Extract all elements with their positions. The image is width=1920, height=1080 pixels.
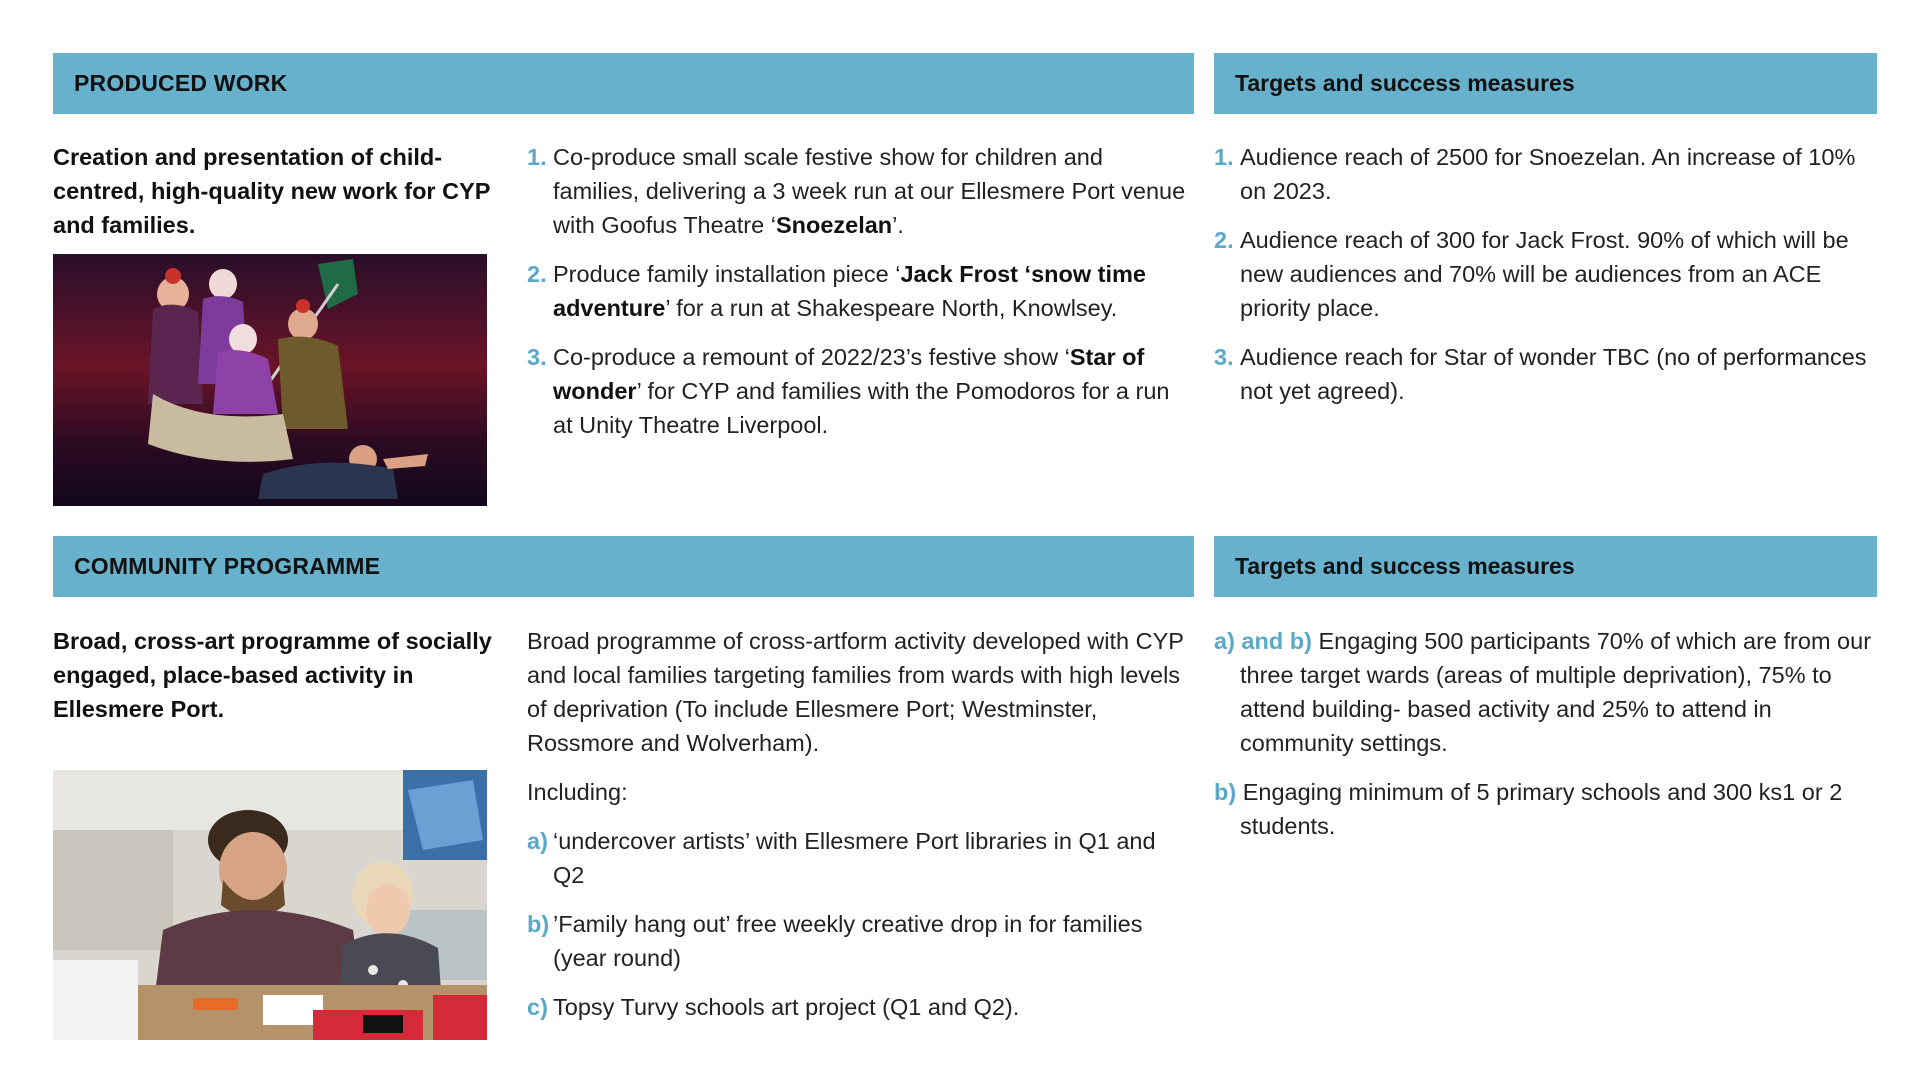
produced-work-header bbox=[53, 53, 1194, 114]
community-targets-header bbox=[1214, 536, 1877, 597]
community-target-ab bbox=[1214, 624, 1880, 760]
produced-item-1-post: ’. bbox=[892, 212, 904, 238]
community-item-b-text: ’Family hang out’ free weekly creative drop in for families (year round) bbox=[553, 911, 1143, 971]
community-paragraph: Broad programme of cross-artform activity developed with CYP and local families targeting families from wards with high levels of deprivation (To include Ellesmere Port; Westminster, Rossmore and Wolverham). bbox=[527, 628, 1184, 756]
produced-target-1-marker: 1. bbox=[1214, 144, 1234, 170]
community-programme-title: COMMUNITY PROGRAMME bbox=[74, 553, 381, 579]
produced-target-2 bbox=[1214, 223, 1880, 325]
community-target-b-text bbox=[1214, 775, 1880, 843]
produced-item-3-bold: Star of wonder bbox=[553, 344, 1145, 404]
community-target-b-marker: b) bbox=[1214, 779, 1237, 805]
community-target-ab-body: Engaging 500 participants 70% of which are from our three target wards (areas of multiple deprivation), 75% to attend building- based activity and 25% to attend in community settings. bbox=[1240, 628, 1872, 756]
community-targets-list bbox=[1214, 624, 1880, 858]
workshop-image bbox=[53, 770, 487, 1040]
community-item-c bbox=[527, 990, 1192, 1024]
community-target-ab-text bbox=[1214, 624, 1880, 760]
community-item-c-marker: c) bbox=[527, 994, 548, 1020]
produced-targets-title: Targets and success measures bbox=[1235, 70, 1575, 96]
including-label: Including: bbox=[527, 779, 628, 805]
produced-item-3-pre: Co-produce a remount of 2022/23’s festive show ‘ bbox=[553, 344, 1070, 370]
community-item-b bbox=[527, 907, 1192, 975]
produced-item-2-bold: Jack Frost ‘snow time adventure bbox=[553, 261, 1146, 321]
community-programme-header bbox=[53, 536, 1194, 597]
produced-target-3-text: Audience reach for Star of wonder TBC (no of performances not yet agreed). bbox=[1240, 344, 1867, 404]
community-target-b bbox=[1214, 775, 1880, 843]
community-target-ab-marker: a) and b) bbox=[1214, 628, 1312, 654]
produced-item-2-text bbox=[553, 257, 1192, 325]
community-targets-title: Targets and success measures bbox=[1235, 553, 1575, 579]
produced-item-2-pre: Produce family installation piece ‘ bbox=[553, 261, 901, 287]
community-item-a bbox=[527, 824, 1192, 892]
produced-target-3 bbox=[1214, 340, 1880, 408]
produced-intro: Creation and presentation of child-centred, high-quality new work for CYP and families. bbox=[53, 144, 490, 238]
community-item-a-marker: a) bbox=[527, 828, 548, 854]
produced-item-3-text bbox=[553, 340, 1192, 442]
produced-item-2-post: ’ for a run at Shakespeare North, Knowlsey. bbox=[665, 295, 1118, 321]
community-photo bbox=[53, 770, 487, 1040]
produced-target-2-marker: 2. bbox=[1214, 227, 1234, 253]
produced-targets-header bbox=[1214, 53, 1877, 114]
produced-item-1-bold: Snoezelan bbox=[775, 212, 893, 238]
community-item-b-marker: b) bbox=[527, 911, 550, 937]
produced-item-2-marker: 2. bbox=[527, 261, 547, 287]
produced-target-1-text: Audience reach of 2500 for Snoezelan. An increase of 10% on 2023. bbox=[1240, 144, 1856, 204]
community-item-a-text: ‘undercover artists’ with Ellesmere Port libraries in Q1 and Q2 bbox=[553, 828, 1156, 888]
produced-item-1 bbox=[527, 140, 1192, 242]
produced-item-1-pre: Co-produce small scale festive show for children and families, delivering a 3 week run at our Ellesmere Port venue with Goofus Theatre ‘ bbox=[553, 144, 1186, 238]
community-intro: Broad, cross-art programme of socially engaged, place-based activity in Ellesmere Port. bbox=[53, 628, 492, 722]
community-target-b-body: Engaging minimum of 5 primary schools and 300 ks1 or 2 students. bbox=[1240, 779, 1843, 839]
produced-work-title: PRODUCED WORK bbox=[74, 70, 288, 96]
produced-item-2 bbox=[527, 257, 1192, 325]
produced-items bbox=[527, 140, 1192, 457]
produced-item-3-post: ’ for CYP and families with the Pomodoros for a run at Unity Theatre Liverpool. bbox=[553, 378, 1170, 438]
produced-target-2-text: Audience reach of 300 for Jack Frost. 90% of which will be new audiences and 70% will be audiences from an ACE priority place. bbox=[1240, 227, 1849, 321]
produced-targets-list bbox=[1214, 140, 1880, 423]
community-body bbox=[527, 624, 1192, 1039]
produced-item-1-text bbox=[553, 140, 1192, 242]
produced-target-1 bbox=[1214, 140, 1880, 208]
community-item-c-text: Topsy Turvy schools art project (Q1 and Q2). bbox=[553, 994, 1020, 1020]
produced-item-3-marker: 3. bbox=[527, 344, 547, 370]
produced-item-1-marker: 1. bbox=[527, 144, 547, 170]
theatre-photo bbox=[53, 254, 487, 506]
produced-item-3 bbox=[527, 340, 1192, 442]
theatre-performers-image bbox=[53, 254, 487, 506]
produced-target-3-marker: 3. bbox=[1214, 344, 1234, 370]
